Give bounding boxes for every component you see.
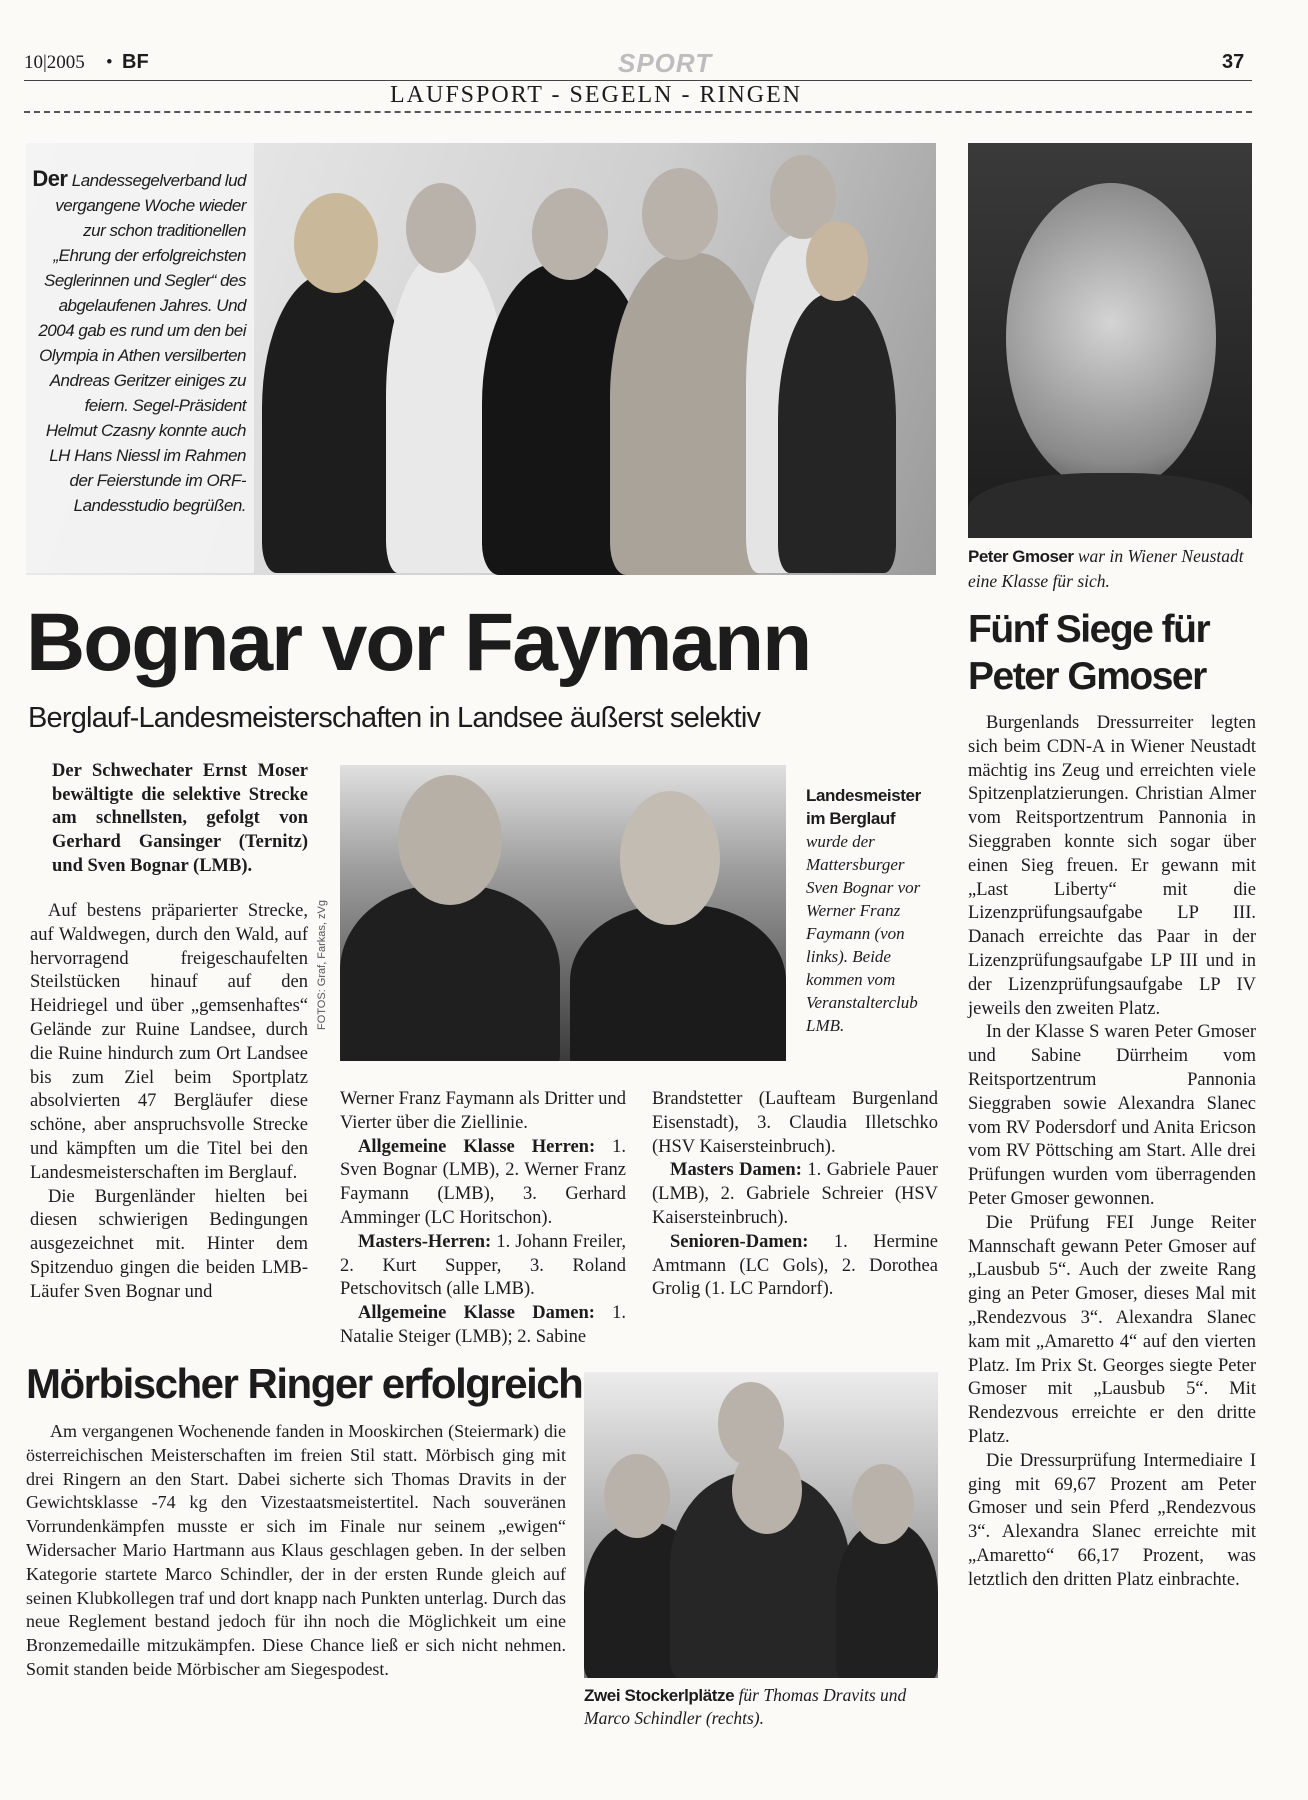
main-photo-caption: [806, 784, 936, 1037]
person-head: [294, 193, 378, 293]
portrait-caption-text: war in Wiener Neustadt eine Klasse für sich.: [968, 546, 1244, 591]
caption-lead-word: Der: [32, 166, 68, 191]
runner-figure: [340, 885, 560, 1061]
ringer-caption-text: für Thomas Dravits und Marco Schindler (rechts).: [584, 1685, 907, 1728]
main-column-1: [30, 900, 308, 1305]
issue-number: 10|2005: [24, 52, 85, 73]
wrestler-head: [852, 1464, 914, 1544]
runner-head: [620, 791, 720, 925]
gmoser-paragraph: Die Dressurprüfung Intermediaire I ging mit 69,67 Prozent am Peter Gmoser und sein Pferd „Rendezvous 3“. Alexandra Slanec erreichte mit „Amaretto“ 66,17 Prozent, was letztlich den dritten Platz einbrachte.: [968, 1450, 1256, 1590]
gmoser-paragraph: Burgenlands Dressurreiter legten sich beim CDN-A in Wiener Neustadt mächtig ins Zeug und erreichten viele Spitzenplatzierungen. Christian Almer vom Reitsportzentrum Pannonia in Sieggraben konnte sich sogar über einen Sieg freuen. Er gewann mit „Last Liberty“ mit die Lizenzprüfungsaufgabe LP III. Danach erreichte das Paar in der Lizenzprüfungsaufgabe LP III und in der Lizenzprüfungsaufgabe LP IV jeweils den zweiten Platz.: [968, 713, 1256, 1019]
results-text: 1. Natalie Steiger (LMB); 2. Sabine: [340, 1303, 627, 1347]
runner-figure: [570, 905, 786, 1061]
results-text: 1. Sven Bognar (LMB), 2. Werner Franz Faymann (LMB), 3. Gerhard Amminger (LC Horitschon).: [340, 1136, 627, 1228]
portrait-caption: [968, 544, 1258, 593]
main-subheadline: Berglauf-Landesmeisterschaften in Landsee äußerst selektiv: [28, 702, 761, 734]
section-name: SPORT: [618, 48, 713, 78]
gmoser-column: [968, 712, 1256, 1592]
main-photo-caption-text: wurde der Mattersburger Sven Bognar vor Werner Franz Faymann (von links). Beide kommen vom Veranstalterclub LMB.: [806, 832, 921, 1035]
header-bullet: •: [106, 52, 113, 73]
main-col2-paragraph: Werner Franz Faymann als Dritter und Vierter über die Ziellinie.: [340, 1089, 626, 1133]
main-lead: Der Schwechater Ernst Moser bewältigte die selektive Strecke am schnellsten, gefolgt von Gerhard Gansinger (Ternitz) und Sven Bognar (LMB).: [52, 761, 308, 876]
results-heading: Masters-Herren:: [358, 1231, 492, 1252]
runner-head: [398, 775, 502, 905]
top-photo-caption: [32, 166, 246, 518]
ringer-photo: [584, 1372, 938, 1678]
person-head: [532, 188, 608, 280]
main-photo-caption-title: Landesmeister im Berglauf: [806, 786, 921, 828]
main-col1-paragraph: Auf bestens präparierter Strecke, auf Waldwegen, durch den Wald, auf hervorragend freigeschaufelten Steilstücken hinauf auf den Heidriegel und über „gemsenhaftes“ Gelände zur Ruine Landsee, durch die Ruine hindurch zum Ort Landsee bis zum Ziel beim Sportplatz absolvierten 47 Bergläufer diese schöne, aber anspruchsvolle Strecke und kämpften um die Titel bei den Landesmeisterschaften im Berglauf.: [30, 901, 308, 1183]
person-head: [642, 168, 718, 260]
paper-logo: BF: [122, 51, 149, 73]
main-col1-paragraph: Die Burgenländer hielten bei diesen schwierigen Bedingungen ausgezeichnet mit. Hinter dem Spitzenduo gingen die beiden LMB-Läufer Sven Bognar und: [30, 1186, 308, 1302]
ringer-caption-title: Zwei Stockerlplätze: [584, 1686, 735, 1705]
subsection-title: LAUFSPORT - SEGELN - RINGEN: [390, 82, 803, 108]
results-heading: Senioren-Damen:: [670, 1231, 809, 1252]
person-head: [406, 183, 476, 273]
results-heading: Masters Damen:: [670, 1160, 802, 1181]
results-heading: Allgemeine Klasse Herren:: [358, 1136, 596, 1157]
person-head: [806, 221, 868, 301]
gmoser-paragraph: In der Klasse S waren Peter Gmoser und Sabine Dürrheim vom Reitsportzentrum Pannonia Sieggraben sowie Alexandra Slanec vom RV Podersdorf und Anita Ericson vom RV Pöttsching am Start. Alle drei Prüfungen wurden vom überragenden Peter Gmoser gewonnen.: [968, 1022, 1256, 1209]
photo-credit: FOTOS: Graf, Farkas, zVg: [316, 900, 328, 1030]
portrait-collar: [968, 473, 1252, 538]
portrait-face: [1006, 183, 1216, 493]
gmoser-headline: Fünf Siege für Peter Gmoser: [968, 608, 1210, 698]
wrestler-head: [604, 1454, 670, 1538]
portrait-caption-name: Peter Gmoser: [968, 547, 1074, 566]
results-heading: Allgemeine Klasse Damen:: [358, 1303, 595, 1324]
main-column-3: [652, 1088, 938, 1302]
header-dashed-rule: [24, 111, 1252, 113]
page-number: 37: [1222, 51, 1245, 73]
main-headline: Bognar vor Faymann: [26, 597, 811, 688]
header-line: [24, 80, 1252, 81]
results-text: 1. Johann Freiler, 2. Kurt Supper, 3. Roland Petschovitsch (alle LMB).: [340, 1231, 627, 1300]
portrait-photo-gmoser: [968, 143, 1252, 538]
main-col3-paragraph: Brandstetter (Laufteam Burgenland Eisenstadt), 3. Claudia Illetschko (HSV Kaisersteinbruch).: [652, 1089, 938, 1157]
results-text: 1. Hermine Amtmann (LC Gols), 2. Dorothea Grolig (1. LC Parndorf).: [652, 1231, 938, 1300]
ringer-photo-caption: [584, 1684, 938, 1730]
person-figure: [778, 293, 896, 573]
gmoser-paragraph: Die Prüfung FEI Junge Reiter Mannschaft gewann Peter Gmoser auf „Lausbub 5“. Auch der zweite Rang ging an Peter Gmoser, dieses Mal mit „Rendezvous 3“. Alexandra Slanec kam mit „Amaretto 4“ auf den vierten Platz. Im Prix St. Georges siegte Peter Gmoser mit „Lausbub 5“. Mit Rendezvous erreichte er den dritte Platz.: [968, 1212, 1256, 1447]
wrestler-head: [732, 1446, 802, 1534]
results-text: 1. Gabriele Pauer (LMB), 2. Gabriele Schreier (HSV Kaisersteinbruch).: [652, 1160, 938, 1228]
ringer-headline: Mörbischer Ringer erfolgreich: [26, 1360, 583, 1407]
ringer-text: Am vergangenen Wochenende fanden in Mooskirchen (Steiermark) die österreichischen Meisterschaften im freien Stil statt. Mörbisch ging mit drei Ringern an den Start. Dabei sicherte sich Thomas Dravits in der Gewichtsklasse -74 kg den Vizestaatsmeistertitel. Nach souveränen Vorrundenkämpfen musste er sich im Finale nur seinem „ewigen“ Widersacher Mario Hartmann aus Klaus geschlagen geben. In der selben Kategorie startete Marco Schindler, der in der ersten Runde gleich auf seinen Klubkollegen traf und dort knapp nach Punkten unterlag. Durch das neue Reglement bestand jedoch für ihn noch die Möglichkeit um eine Bronzemedaille mitzukämpfen. Diese Chance ließ er sich nicht nehmen. Somit standen beide Mörbischer am Siegespodest.: [26, 1421, 566, 1679]
main-photo-berglauf: [340, 765, 786, 1061]
page-header: [24, 50, 1252, 80]
wrestler-figure: [836, 1522, 938, 1678]
main-column-2: [340, 1088, 626, 1350]
caption-text: Landessegelverband lud vergangene Woche wieder zur schon traditionellen „Ehrung der erfolgreichsten Seglerinnen und Segler“ des abgelaufenen Jahres. Und 2004 gab es rund um den bei Olympia in Athen versilberten Andreas Geritzer einiges zu feiern. Segel-Präsident Helmut Czasny konnte auch LH Hans Niessl im Rahmen der Feierstunde im ORF-Landesstudio begrüßen.: [38, 171, 246, 515]
